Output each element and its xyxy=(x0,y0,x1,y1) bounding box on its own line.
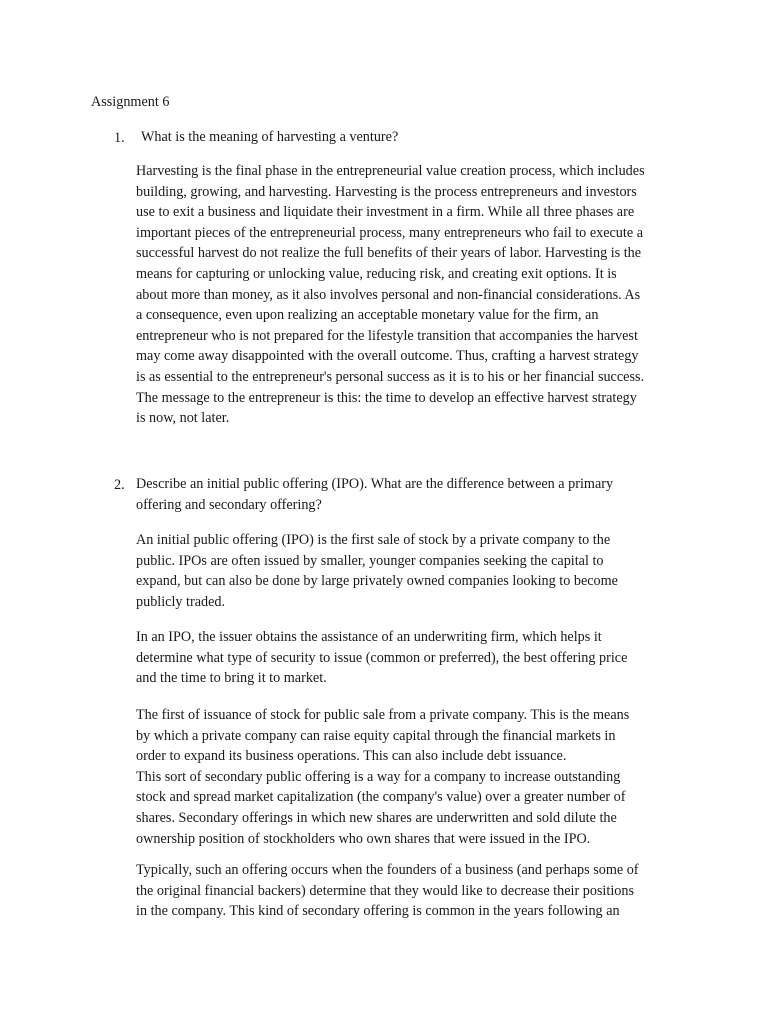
question-1-number: 1. xyxy=(114,130,125,146)
question-1-line: What is the meaning of harvesting a venture? xyxy=(141,129,399,145)
answer-line: An initial public offering (IPO) is the first sale of stock by a private company to the xyxy=(136,532,611,548)
answer-line: a consequence, even upon realizing an acceptable monetary value for the firm, an xyxy=(136,307,599,324)
answer-line: important pieces of the entrepreneurial process, many entrepreneurs who fail to execute a xyxy=(136,224,643,241)
answer-line: The message to the entrepreneur is this: the time to develop an effective harvest strategy xyxy=(136,389,637,406)
answer-line: may come away disappointed with the overall outcome. Thus, crafting a harvest strategy xyxy=(136,348,639,365)
answer-line: is now, not later. xyxy=(136,410,230,427)
answer-line: is as essential to the entrepreneur's personal success as it is to his or her financial success. xyxy=(136,368,645,385)
question-2-line: Describe an initial public offering (IPO). What are the difference between a primary xyxy=(136,476,614,492)
answer-1-paragraph-1 xyxy=(136,161,656,429)
question-1-text xyxy=(141,127,398,148)
answer-line: about more than money, as it also involves personal and non-financial considerations. As xyxy=(136,286,641,303)
answer-line: determine what type of security to issue (common or preferred), the best offering price xyxy=(136,649,628,666)
answer-line: shares. Secondary offerings in which new shares are underwritten and sold dilute the xyxy=(136,809,617,826)
question-2-line: offering and secondary offering? xyxy=(136,496,322,513)
assignment-title: Assignment 6 xyxy=(91,94,170,110)
answer-line: stock and spread market capitalization (the company's value) over a greater number of xyxy=(136,789,626,806)
answer-line: in the company. This kind of secondary offering is common in the years following an xyxy=(136,903,620,920)
answer-line: use to exit a business and liquidate their investment in a firm. While all three phases are xyxy=(136,204,635,221)
answer-2-paragraph-4 xyxy=(136,860,656,922)
answer-line: This sort of secondary public offering is a way for a company to increase outstanding xyxy=(136,768,621,785)
answer-line: publicly traded. xyxy=(136,593,226,610)
answer-2-paragraph-2 xyxy=(136,627,656,689)
answer-line: means for capturing or unlocking value, reducing risk, and creating exit options. It is xyxy=(136,265,617,282)
answer-line: by which a private company can raise equity capital through the financial markets in xyxy=(136,727,616,744)
answer-line: ownership position of stockholders who own shares that were issued in the IPO. xyxy=(136,830,591,847)
answer-line: entrepreneur who is not prepared for the lifestyle transition that accompanies the harvest xyxy=(136,327,638,344)
answer-2-paragraph-1 xyxy=(136,530,656,612)
answer-2-paragraph-3 xyxy=(136,705,656,849)
answer-line: order to expand its business operations. This can also include debt issuance. xyxy=(136,748,567,765)
answer-line: Harvesting is the final phase in the entrepreneurial value creation process, which includes xyxy=(136,163,645,179)
answer-line: The first of issuance of stock for public sale from a private company. This is the means xyxy=(136,707,630,723)
answer-line: In an IPO, the issuer obtains the assistance of an underwriting firm, which helps it xyxy=(136,629,602,645)
question-2-number: 2. xyxy=(114,477,125,493)
answer-line: expand, but can also be done by large privately owned companies looking to become xyxy=(136,573,618,590)
answer-line: and the time to bring it to market. xyxy=(136,670,327,687)
answer-line: building, growing, and harvesting. Harvesting is the process entrepreneurs and investors xyxy=(136,183,637,200)
answer-line: Typically, such an offering occurs when the founders of a business (and perhaps some of xyxy=(136,862,639,878)
answer-line: the original financial backers) determine that they would like to decrease their positions xyxy=(136,882,634,899)
question-2-text xyxy=(136,474,613,515)
answer-line: public. IPOs are often issued by smaller, younger companies seeking the capital to xyxy=(136,552,604,569)
answer-line: successful harvest do not realize the full benefits of their years of labor. Harvesting is the xyxy=(136,245,642,262)
